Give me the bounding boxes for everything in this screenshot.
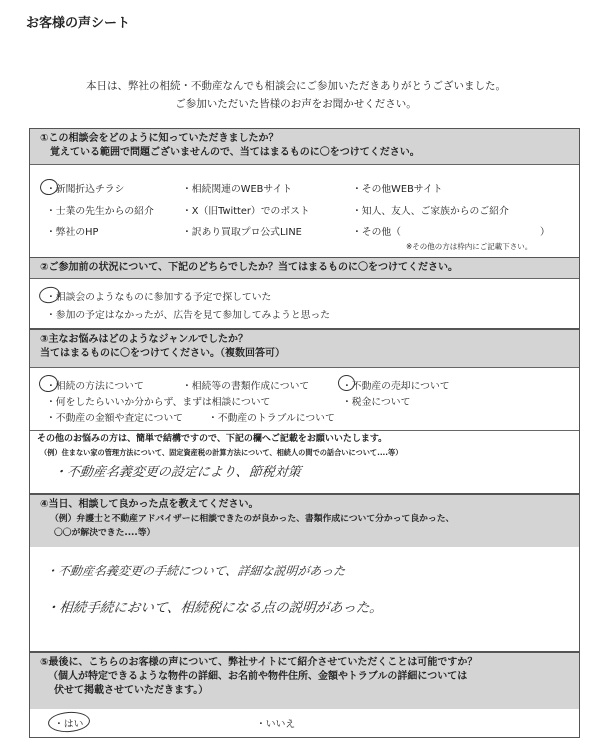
q1-option-other[interactable]: ・その他（ xyxy=(352,227,401,238)
q3-option-tax[interactable]: ・税金について xyxy=(342,397,411,408)
q4-handwritten-answer-2[interactable]: ・相続手続において、相続税になる点の説明があった。 xyxy=(44,600,384,616)
question-4-title: ④当日、相談して良かった点を教えてください。 xyxy=(40,499,259,510)
question-4-example-2: 〇〇が解決できた....等） xyxy=(54,528,156,538)
q1-option-newspaper[interactable]: ・新聞折込チラシ xyxy=(46,184,125,195)
q1-option-company-hp[interactable]: ・弊社のHP xyxy=(46,227,99,238)
q1-option-other-website[interactable]: ・その他WEBサイト xyxy=(352,184,443,195)
question-5-note-2: 伏せて掲載させていただきます。） xyxy=(54,685,209,696)
question-2-header xyxy=(30,258,579,279)
question-5-header xyxy=(30,653,579,709)
q3-answer-circle-2 xyxy=(338,375,355,391)
question-2-title: ②ご参加前の状況について、下記のどちらでしたか？当てはまるものに〇をつけてください。 xyxy=(40,262,458,273)
q1-option-x-post[interactable]: ・X（旧Twitter）でのポスト xyxy=(182,206,310,217)
q3-other-prompt: その他のお悩みの方は、簡単で結構ですので、下記の欄へご記載をお願いいたします。 xyxy=(37,434,388,444)
q3-handwritten-answer[interactable]: ・不動産名義変更の設定により、節税対策 xyxy=(53,465,302,480)
q3-option-valuation[interactable]: ・不動産の金額や査定について xyxy=(46,413,183,424)
q3-option-real-estate-sale[interactable]: ・不動産の売却について xyxy=(342,381,450,392)
q2-option-saw-ad[interactable]: ・参加の予定はなかったが、広告を見て参加してみようと思った xyxy=(46,310,331,321)
q3-option-document-preparation[interactable]: ・相続等の書類作成について xyxy=(182,381,310,392)
q5-answer-circle xyxy=(47,711,90,734)
intro-line-1: 本日は、弊社の相続・不動産なんでも相談会にご参加いただきありがとうございました。 xyxy=(86,80,506,92)
question-1-title: ①この相談会をどのように知っていただきましたか？ xyxy=(40,133,279,144)
q5-option-no[interactable]: ・いいえ xyxy=(256,719,296,730)
q1-option-acquaintance-referral[interactable]: ・知人、友人、ご家族からのご紹介 xyxy=(352,206,509,217)
intro-line-2: ご参加いただいた皆様のお声をお聞かせください。 xyxy=(175,98,417,110)
question-4-section xyxy=(29,494,580,652)
q3-option-trouble[interactable]: ・不動産のトラブルについて xyxy=(208,413,335,424)
q3-option-inheritance-method[interactable]: ・相続の方法について xyxy=(46,381,144,392)
q1-option-professional-referral[interactable]: ・士業の先生からの紹介 xyxy=(46,206,154,217)
question-4-example-1: （例）弁護士と不動産アドバイザーに相談できたのが良かった、書類作成について分かって良かった、 xyxy=(50,514,455,524)
question-2-section xyxy=(29,257,580,329)
question-5-title: ⑤最後に、こちらのお客様の声について、弊社サイトにて紹介させていただくことは可能ですか？ xyxy=(40,657,478,668)
question-4-header xyxy=(30,495,579,547)
q1-option-other-close: ） xyxy=(540,227,550,238)
q3-other-example: （例）住まない家の管理方法について、固定資産税の計算方法について、相続人の間での話合いについて....等） xyxy=(40,448,403,457)
q4-handwritten-answer-1[interactable]: ・不動産名義変更の手続について、詳細な説明があった xyxy=(45,564,347,578)
question-3-section xyxy=(29,329,580,494)
question-5-note-1: （個人が特定できるような物件の詳細、お名前や物件住所、金額やトラブルの詳細については xyxy=(48,671,468,682)
question-5-section xyxy=(29,652,580,738)
question-3-title: ③主なお悩みはどのようなジャンルでしたか？ xyxy=(40,334,249,345)
q2-option-planned[interactable]: ・相談会のようなものに参加する予定で探していた xyxy=(46,292,272,303)
question-3-instruction: 当てはまるものに〇をつけてください。（複数回答可） xyxy=(40,348,285,359)
question-1-instruction: 覚えている範囲で問題ございませんので、当てはまるものに〇をつけてください。 xyxy=(50,147,420,158)
q3-option-consultation[interactable]: ・何をしたらいいか分からず、まずは相談について xyxy=(46,397,271,408)
q1-option-line-official[interactable]: ・訳あり買取プロ公式LINE xyxy=(182,227,302,238)
question-1-header xyxy=(30,129,579,165)
q1-option-inheritance-website[interactable]: ・相続関連のWEBサイト xyxy=(182,184,293,195)
question-1-section xyxy=(29,128,580,262)
page-title: お客様の声シート xyxy=(26,16,131,31)
q1-note: ※その他の方は枠内にご記載下さい。 xyxy=(406,242,533,251)
q5-option-yes[interactable]: ・はい xyxy=(54,719,84,730)
q3-other-divider xyxy=(30,430,579,431)
question-3-header xyxy=(30,330,579,368)
